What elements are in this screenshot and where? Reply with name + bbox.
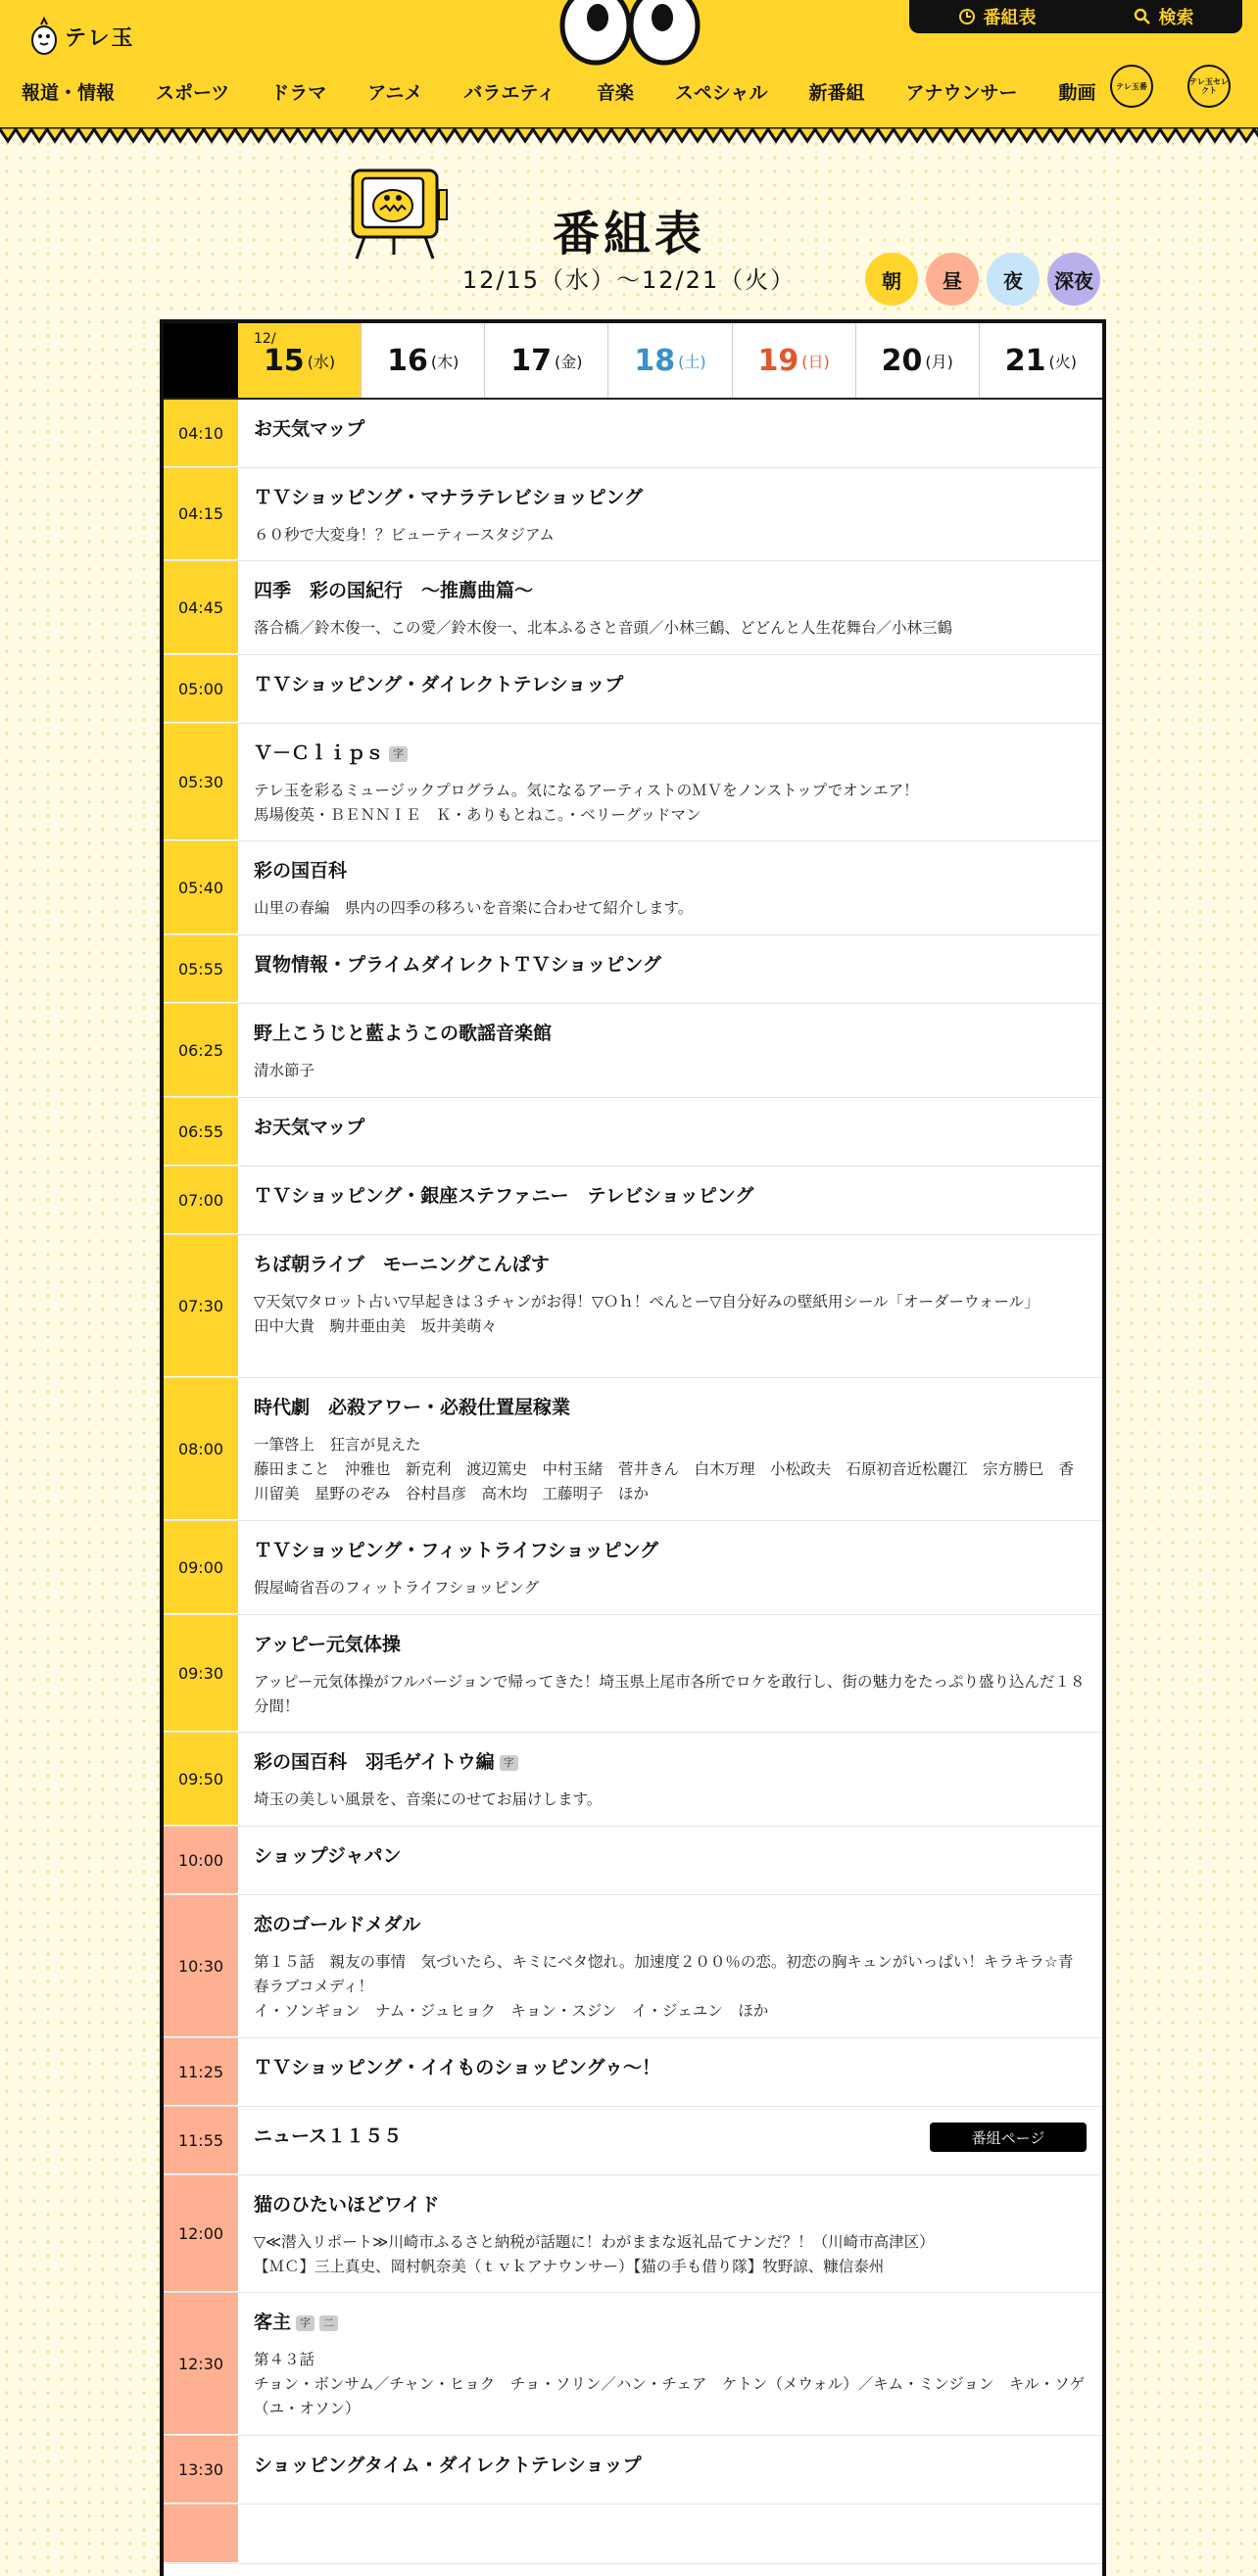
time-of-day-noon-button[interactable] bbox=[926, 253, 979, 306]
program-title-line bbox=[254, 1844, 1087, 1868]
program-title[interactable]: ＴＶショッピング・マナラテレビショッピング bbox=[254, 487, 644, 508]
day-number: 16 bbox=[387, 343, 428, 378]
program-description bbox=[254, 1059, 1087, 1083]
program-row[interactable] bbox=[164, 400, 1102, 468]
nav-item-drama[interactable]: ドラマ bbox=[270, 81, 327, 104]
time-of-day-latenight-label: 深夜 bbox=[1054, 268, 1093, 293]
day-weekday: (金) bbox=[554, 352, 583, 371]
day-weekday: (火) bbox=[1048, 352, 1078, 371]
program-row[interactable] bbox=[164, 1167, 1102, 1235]
nav-item-music[interactable]: 音楽 bbox=[596, 81, 634, 104]
day-number: 21 bbox=[1004, 343, 1046, 378]
program-title-line bbox=[254, 417, 1087, 441]
program-title-line bbox=[254, 1253, 1087, 1276]
program-description-line: 馬場俊英・ＢＥＮＮＩＥ Ｋ・ありもとねこ。・ベリーグッドマン bbox=[254, 806, 702, 824]
program-description-line: 山里の春編 県内の四季の移ろいを音楽に合わせて紹介します。 bbox=[254, 899, 694, 917]
program-title[interactable]: Ｖ－Ｃｌｉｐｓ bbox=[254, 742, 385, 764]
program-body bbox=[238, 841, 1102, 934]
page-title: 番組表 bbox=[552, 207, 705, 262]
program-time: 13:30 bbox=[164, 2436, 238, 2504]
program-title-line bbox=[254, 953, 1087, 977]
program-body bbox=[238, 1615, 1102, 1732]
program-title[interactable]: 客主 bbox=[254, 2312, 292, 2333]
program-time: 12:30 bbox=[164, 2293, 238, 2435]
program-row[interactable] bbox=[164, 841, 1102, 935]
program-description-line: アッピー元気体操がフルバージョンで帰ってきた！埼玉県上尾市各所でロケを敢行し、街の魅力をたっぷり盛り込んだ１８分間！ bbox=[254, 1673, 1086, 1715]
program-time: 04:15 bbox=[164, 468, 238, 560]
nav-item-announcers[interactable]: アナウンサー bbox=[905, 81, 1018, 104]
program-description-line: 田中大貴 駒井亜由美 坂井美萌々 bbox=[254, 1317, 498, 1335]
program-title-line bbox=[254, 2454, 1087, 2477]
search-link-label: 検索 bbox=[1158, 8, 1194, 28]
program-row[interactable] bbox=[164, 1235, 1102, 1378]
program-time: 05:30 bbox=[164, 724, 238, 840]
program-title[interactable]: ニュース１１５５ bbox=[254, 2125, 403, 2147]
program-body bbox=[238, 1004, 1102, 1097]
program-title[interactable]: ＴＶショッピング・ダイレクトテレショップ bbox=[254, 674, 624, 695]
program-time: 12:00 bbox=[164, 2175, 238, 2292]
clock-icon bbox=[958, 8, 976, 25]
program-row[interactable] bbox=[164, 935, 1102, 1004]
time-of-day-morning-label: 朝 bbox=[882, 268, 901, 293]
day-weekday: (木) bbox=[430, 352, 460, 371]
program-row[interactable] bbox=[164, 1895, 1102, 2038]
schedule-link-label: 番組表 bbox=[983, 8, 1037, 28]
logo-text: テレ玉 bbox=[65, 25, 135, 51]
program-body bbox=[238, 2436, 1102, 2504]
day-number: 20 bbox=[881, 343, 923, 378]
program-row[interactable] bbox=[164, 2038, 1102, 2107]
program-row[interactable] bbox=[164, 724, 1102, 841]
program-title[interactable]: 野上こうじと藍ようこの歌謡音楽館 bbox=[254, 1023, 553, 1044]
program-row[interactable] bbox=[164, 2175, 1102, 2293]
program-row[interactable] bbox=[164, 1521, 1102, 1615]
program-time: 07:00 bbox=[164, 1167, 238, 1234]
program-body bbox=[238, 655, 1102, 723]
program-title[interactable]: 四季 彩の国紀行 ～推薦曲篇～ bbox=[254, 580, 534, 601]
program-title[interactable]: ショップジャパン bbox=[254, 1845, 402, 1867]
broadcast-tag-badge: 字 bbox=[296, 2315, 314, 2331]
program-body bbox=[238, 1521, 1102, 1614]
program-time: 10:00 bbox=[164, 1827, 238, 1894]
program-description-line: 清水節子 bbox=[254, 1062, 315, 1079]
program-time: 06:55 bbox=[164, 1098, 238, 1166]
program-row[interactable] bbox=[164, 2436, 1102, 2504]
program-body bbox=[238, 2038, 1102, 2106]
program-description-line: 藤田まこと 沖雅也 新克利 渡辺篤史 中村玉緒 菅井きん 白木万理 小松政夫 石原初音近松麗江 宗方勝巳 香川留美 星野のぞみ 谷村昌彦 高木均 工藤明子 ほか bbox=[254, 1460, 1075, 1503]
schedule-link[interactable] bbox=[958, 4, 1037, 29]
program-row[interactable] bbox=[164, 468, 1102, 561]
program-title[interactable]: 彩の国百科 羽毛ゲイトウ編 bbox=[254, 1751, 495, 1773]
nav-item-special[interactable]: スペシャル bbox=[674, 81, 768, 104]
program-title-line bbox=[254, 741, 1087, 765]
day-tab-17[interactable] bbox=[484, 323, 607, 398]
program-time: 11:55 bbox=[164, 2107, 238, 2174]
program-description-line: イ・ソンギョン ナム・ジュヒョク キョン・スジン イ・ジェユン ほか bbox=[254, 2002, 769, 2020]
day-tab-19[interactable] bbox=[732, 323, 855, 398]
program-body bbox=[238, 2107, 1102, 2174]
program-description bbox=[254, 1290, 1087, 1339]
program-title-line bbox=[254, 1396, 1087, 1419]
utility-bar bbox=[909, 0, 1242, 33]
program-title[interactable]: ＴＶショッピング・銀座ステファニー テレビショッピング bbox=[254, 1185, 754, 1207]
day-month: 12/ bbox=[254, 331, 276, 347]
program-time: 10:30 bbox=[164, 1895, 238, 2037]
search-icon bbox=[1134, 8, 1151, 25]
program-title-line bbox=[254, 1913, 1087, 1936]
program-body bbox=[238, 1098, 1102, 1166]
program-body bbox=[238, 2175, 1102, 2292]
program-description-line: ▽≪潜入リポート≫川崎市ふるさと納税が話題に！わがままな返礼品てナンだ？！（川崎市高津区） bbox=[254, 2233, 935, 2251]
program-row[interactable] bbox=[164, 2107, 1102, 2175]
program-description bbox=[254, 896, 1087, 921]
program-time: 09:00 bbox=[164, 1521, 238, 1614]
program-row[interactable] bbox=[164, 1378, 1102, 1521]
program-row[interactable] bbox=[164, 2504, 1102, 2564]
program-time bbox=[164, 2504, 238, 2563]
day-header-corner bbox=[164, 323, 238, 398]
program-time: 11:25 bbox=[164, 2038, 238, 2106]
program-description bbox=[254, 779, 1087, 828]
program-row[interactable] bbox=[164, 1733, 1102, 1827]
search-link[interactable] bbox=[1134, 4, 1194, 29]
date-range: 12/15（水）〜12/21（火） bbox=[461, 266, 797, 294]
program-list bbox=[164, 400, 1102, 2564]
schedule-table bbox=[160, 319, 1106, 2576]
program-row[interactable] bbox=[164, 655, 1102, 724]
header-zigzag-edge bbox=[0, 127, 1258, 145]
nav-item-sports[interactable]: スポーツ bbox=[156, 81, 230, 104]
program-body bbox=[238, 468, 1102, 560]
program-title[interactable]: お天気マップ bbox=[254, 418, 365, 440]
telebang-badge[interactable] bbox=[1110, 65, 1153, 108]
program-description bbox=[254, 1433, 1087, 1506]
site-logo[interactable] bbox=[29, 14, 135, 59]
program-title[interactable]: 恋のゴールドメダル bbox=[254, 1914, 421, 1935]
program-body bbox=[238, 1733, 1102, 1826]
nav-item-new-programs[interactable]: 新番組 bbox=[808, 81, 865, 104]
program-body bbox=[238, 2293, 1102, 2435]
mascot-eyes-icon bbox=[556, 0, 703, 67]
mascot-icon bbox=[29, 17, 59, 56]
program-description bbox=[254, 2348, 1087, 2421]
nav-item-videos[interactable]: 動画 bbox=[1058, 81, 1096, 104]
day-weekday: (土) bbox=[678, 352, 706, 371]
program-body bbox=[238, 2504, 1102, 2563]
program-title[interactable]: ＴＶショッピング・フィットライフショッピング bbox=[254, 1540, 659, 1561]
program-time: 05:55 bbox=[164, 935, 238, 1003]
program-description bbox=[254, 1950, 1087, 2024]
program-body bbox=[238, 1827, 1102, 1894]
day-tab-16[interactable] bbox=[361, 323, 484, 398]
program-description-line: ▽天気▽タロット占い▽早起きは３チャンがお得！▽Ｏｈ！ぺんとー▽自分好みの壁紙用シール「オーダーウォール」 bbox=[254, 1293, 1040, 1311]
program-title[interactable]: ショッピングタイム・ダイレクトテレショップ bbox=[254, 2455, 642, 2476]
program-description bbox=[254, 1788, 1087, 1812]
program-description bbox=[254, 1576, 1087, 1600]
program-time: 05:00 bbox=[164, 655, 238, 723]
program-body bbox=[238, 1378, 1102, 1520]
program-time: 04:45 bbox=[164, 561, 238, 654]
program-description-line: 第１５話 親友の事情 気づいたら、キミにベタ惚れ。加速度２００％の恋。初恋の胸キュンがいっぱい！キラキラ☆青春ラブコメディ！ bbox=[254, 1953, 1074, 1995]
program-title-line bbox=[254, 673, 1087, 696]
program-time: 09:50 bbox=[164, 1733, 238, 1826]
program-row[interactable] bbox=[164, 561, 1102, 655]
program-title-line bbox=[254, 579, 1087, 602]
teletama-select-badge-label: テレ玉セレクト bbox=[1189, 77, 1229, 95]
program-title[interactable]: アッピー元気体操 bbox=[254, 1634, 401, 1655]
day-tab-15[interactable] bbox=[238, 323, 361, 398]
program-description-line: ６０秒で大変身！？ビューティースタジアム bbox=[254, 526, 555, 544]
broadcast-tag-badge: 二 bbox=[319, 2315, 338, 2331]
program-description-line: チョン・ボンサム／チャン・ヒョク チョ・ソリン／ハン・チェア ケトン（メウォル）／キム・ミンジョン キル・ソゲ（ユ・オソン） bbox=[254, 2375, 1086, 2417]
program-title[interactable]: ＴＶショッピング・イイものショッピングゥ～！ bbox=[254, 2057, 660, 2078]
day-number: 17 bbox=[510, 343, 552, 378]
program-body bbox=[238, 400, 1102, 467]
program-title-line bbox=[254, 2056, 1087, 2079]
program-body bbox=[238, 1895, 1102, 2037]
day-tab-18[interactable] bbox=[607, 323, 731, 398]
program-time: 09:30 bbox=[164, 1615, 238, 1732]
program-title-line bbox=[254, 1184, 1087, 1208]
program-title[interactable]: お天気マップ bbox=[254, 1117, 365, 1138]
program-description bbox=[254, 523, 1087, 548]
program-title-line bbox=[254, 1539, 1087, 1562]
program-body bbox=[238, 1235, 1102, 1377]
program-title-line bbox=[254, 1633, 1087, 1656]
nav-item-news[interactable]: 報道・情報 bbox=[22, 81, 116, 104]
site-header bbox=[0, 0, 1258, 129]
program-description-line: 落合橋／鈴木俊一、この愛／鈴木俊一、北本ふるさと音頭／小林三鶴、どどんと人生花舞台／小林三鶴 bbox=[254, 619, 953, 637]
day-header-row bbox=[164, 323, 1102, 400]
program-body bbox=[238, 935, 1102, 1003]
program-description-line: 假屋崎省吾のフィットライフショッピング bbox=[254, 1579, 540, 1597]
program-row[interactable] bbox=[164, 1004, 1102, 1098]
program-description bbox=[254, 1670, 1087, 1719]
program-description-line: 【ＭＣ】三上真史、岡村帆奈美（ｔｖｋアナウンサー）【猫の手も借り隊】牧野諒、糠信泰州 bbox=[254, 2258, 885, 2275]
program-title-line bbox=[254, 1750, 1087, 1774]
program-row[interactable] bbox=[164, 1827, 1102, 1895]
time-of-day-noon-label: 昼 bbox=[943, 268, 962, 293]
telebang-badge-label: テレ玉番 bbox=[1116, 81, 1147, 91]
program-title[interactable]: ちば朝ライブ モーニングこんぱす bbox=[254, 1254, 550, 1275]
time-of-day-latenight-button[interactable] bbox=[1047, 253, 1100, 306]
program-time: 07:30 bbox=[164, 1235, 238, 1377]
program-body bbox=[238, 1167, 1102, 1234]
program-title[interactable]: 彩の国百科 bbox=[254, 860, 348, 882]
program-description-line: テレ玉を彩るミュージックプログラム。気になるアーティストのＭＶをノンストップでオンエア！ bbox=[254, 782, 919, 799]
program-time: 04:10 bbox=[164, 400, 238, 467]
program-page-button[interactable]: 番組ページ bbox=[930, 2123, 1087, 2152]
nav-item-anime[interactable]: アニメ bbox=[367, 81, 423, 104]
program-time: 05:40 bbox=[164, 841, 238, 934]
day-number: 15 bbox=[263, 343, 305, 378]
day-tab-20[interactable] bbox=[855, 323, 979, 398]
time-of-day-evening-button[interactable] bbox=[987, 253, 1040, 306]
program-title-line bbox=[254, 1116, 1087, 1139]
program-title-line bbox=[254, 859, 1087, 883]
program-row[interactable] bbox=[164, 1098, 1102, 1167]
day-weekday: (日) bbox=[801, 352, 830, 371]
program-description-line: 第４３話 bbox=[254, 2351, 315, 2368]
main-nav bbox=[22, 76, 1096, 106]
program-title-line bbox=[254, 2311, 1087, 2334]
program-description-line: 埼玉の美しい風景を、音楽にのせてお届けします。 bbox=[254, 1790, 603, 1808]
day-number: 19 bbox=[757, 343, 799, 378]
day-weekday: (月) bbox=[925, 352, 953, 371]
program-row[interactable] bbox=[164, 2293, 1102, 2436]
program-body bbox=[238, 724, 1102, 840]
program-title[interactable]: 買物情報・プライムダイレクトＴＶショッピング bbox=[254, 954, 661, 976]
program-time: 08:00 bbox=[164, 1378, 238, 1520]
program-title-line bbox=[254, 1022, 1087, 1045]
program-title-line bbox=[254, 486, 1087, 509]
time-of-day-morning-button[interactable] bbox=[865, 253, 918, 306]
nav-item-variety[interactable]: バラエティ bbox=[463, 81, 556, 104]
program-title[interactable]: 猫のひたいほどワイド bbox=[254, 2194, 440, 2216]
teletama-select-badge[interactable] bbox=[1187, 65, 1231, 108]
day-tab-21[interactable] bbox=[979, 323, 1102, 398]
program-body bbox=[238, 561, 1102, 654]
time-of-day-evening-label: 夜 bbox=[1003, 268, 1023, 293]
program-title-line bbox=[254, 2193, 1087, 2217]
program-description-line: 一筆啓上 狂言が見えた bbox=[254, 1436, 421, 1454]
program-description bbox=[254, 2230, 1087, 2279]
day-weekday: (水) bbox=[307, 352, 336, 371]
day-number: 18 bbox=[634, 343, 676, 378]
broadcast-tag-badge: 字 bbox=[389, 746, 408, 762]
program-time: 06:25 bbox=[164, 1004, 238, 1097]
program-title[interactable]: 時代劇 必殺アワー・必殺仕置屋稼業 bbox=[254, 1397, 571, 1418]
program-row[interactable] bbox=[164, 1615, 1102, 1733]
program-description bbox=[254, 616, 1087, 641]
broadcast-tag-badge: 字 bbox=[500, 1755, 518, 1771]
